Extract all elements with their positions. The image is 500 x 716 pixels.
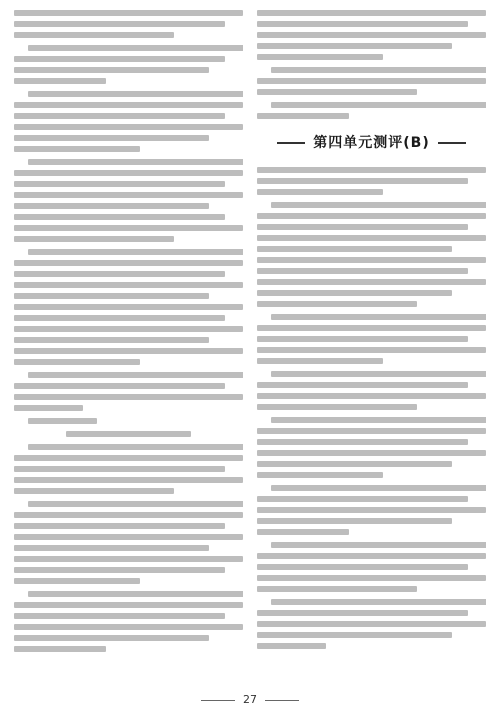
left-column — [14, 10, 243, 670]
text-block — [14, 91, 243, 152]
page-number-rule-right — [265, 700, 299, 701]
text-block — [257, 417, 486, 478]
text-block — [257, 542, 486, 592]
text-block — [14, 10, 243, 38]
text-block — [257, 202, 486, 307]
text-block — [14, 501, 243, 584]
page-number-text: 27 — [243, 693, 257, 706]
section-heading-text: 第四单元测评(B) — [313, 135, 430, 151]
heading-rule-right — [438, 142, 466, 144]
text-block — [14, 45, 243, 84]
text-block — [14, 372, 243, 411]
text-block — [257, 102, 486, 119]
text-block — [14, 418, 243, 424]
heading-rule-left — [277, 142, 305, 144]
page-number-rule-left — [201, 700, 235, 701]
text-block — [257, 314, 486, 364]
text-block — [257, 10, 486, 60]
text-block — [14, 249, 243, 365]
text-block — [14, 431, 243, 437]
text-block — [14, 591, 243, 652]
text-block — [14, 444, 243, 494]
section-heading — [257, 132, 486, 152]
text-block — [257, 371, 486, 410]
text-block — [257, 167, 486, 195]
page-number — [0, 693, 500, 706]
text-columns — [14, 10, 486, 670]
right-column — [257, 10, 486, 670]
text-block — [257, 599, 486, 649]
text-block — [257, 485, 486, 535]
text-block — [257, 67, 486, 95]
text-block — [14, 159, 243, 242]
